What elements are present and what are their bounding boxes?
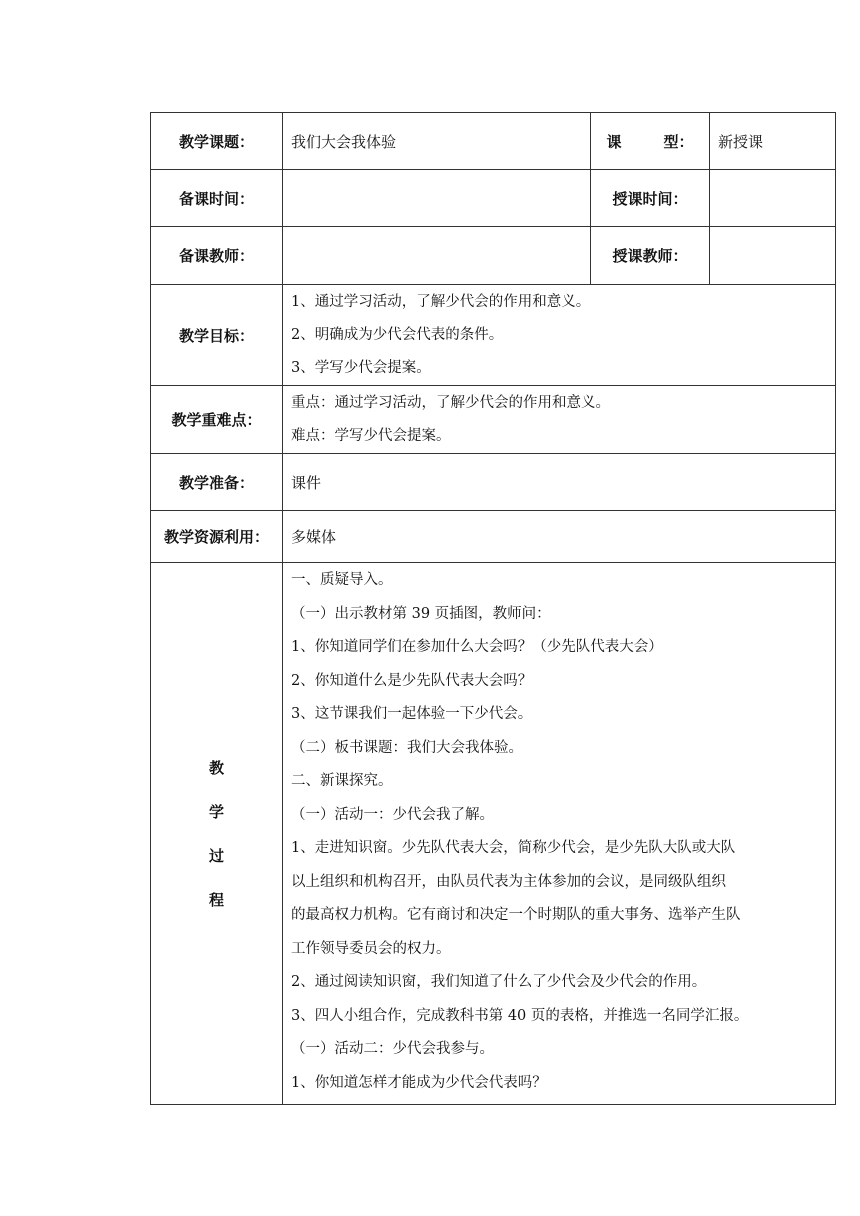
key-point-item: 重点：通过学习活动，了解少代会的作用和意义。 (291, 394, 610, 411)
prep-time-value (283, 170, 591, 227)
teach-time-label: 授课时间： (591, 170, 710, 227)
row-key-points (151, 386, 836, 454)
process-line: 的最高权力机构。它有商讨和决定一个时期队的重大事务、选举产生队 (291, 907, 741, 923)
preparation-value: 课件 (283, 454, 836, 511)
process-line: （一）出示教材第 39 页插图，教师问： (291, 605, 551, 622)
process-line: （二）板书课题：我们大会我体验。 (291, 739, 523, 756)
key-points-label: 教学重难点： (151, 386, 283, 454)
process-label-char: 程 (208, 890, 224, 909)
process-line: 3、这节课我们一起体验一下少代会。 (291, 706, 533, 722)
process-line: 1、走进知识窗。少先队代表大会，简称少代会，是少先队大队或大队 (291, 840, 736, 856)
lesson-type-label-a: 课 (606, 132, 622, 151)
process-line: 1、你知道怎样才能成为少代会代表吗？ (291, 1074, 547, 1091)
resources-value: 多媒体 (283, 511, 836, 563)
process-line: 二、新课探究。 (291, 773, 393, 789)
process-label-char: 教 (208, 758, 224, 777)
process-line: 以上组织和机构召开，由队员代表为主体参加的会议，是同级队组织 (291, 873, 726, 890)
process-line: （一）活动二：少代会我参与。 (291, 1041, 494, 1057)
process-line: 一、质疑导入。 (291, 572, 393, 588)
objective-item: 1、通过学习活动，了解少代会的作用和意义。 (291, 293, 591, 310)
objective-item: 2、明确成为少代会代表的条件。 (291, 326, 504, 343)
resources-label: 教学资源利用： (151, 511, 283, 563)
key-point-item: 难点：学写少代会提案。 (291, 427, 451, 444)
process-line: （一）活动一：少代会我了解。 (291, 806, 494, 823)
process-content (283, 563, 836, 1105)
key-points-list (283, 386, 836, 454)
row-teachers (151, 227, 836, 285)
teaching-teacher-label: 授课教师： (591, 227, 710, 285)
process-label-char: 学 (208, 802, 224, 821)
process-label-char: 过 (208, 846, 224, 865)
row-objectives (151, 285, 836, 386)
topic-value: 我们大会我体验 (283, 113, 591, 170)
process-line: 工作领导委员会的权力。 (291, 940, 451, 957)
preparation-label: 教学准备： (151, 454, 283, 511)
lesson-type-label-b: 型： (663, 132, 694, 151)
process-line: 3、四人小组合作，完成教科书第 40 页的表格，并推选一名同学汇报。 (291, 1007, 749, 1024)
process-line: 2、通过阅读知识窗，我们知道了什么了少代会及少代会的作用。 (291, 974, 707, 990)
process-line: 1、你知道同学们在参加什么大会吗？（少先队代表大会） (291, 639, 663, 655)
row-preparation (151, 454, 836, 511)
objectives-label: 教学目标： (151, 285, 283, 386)
prep-time-label: 备课时间： (151, 170, 283, 227)
objectives-list (283, 285, 836, 386)
teaching-teacher-value (710, 227, 836, 285)
topic-label: 教学课题： (151, 113, 283, 170)
row-resources (151, 511, 836, 563)
process-label (151, 563, 283, 1105)
row-topic (151, 113, 836, 170)
row-prep-time (151, 170, 836, 227)
prep-teacher-value (283, 227, 591, 285)
teach-time-value (710, 170, 836, 227)
objective-item: 3、学写少代会提案。 (291, 359, 431, 376)
prep-teacher-label: 备课教师： (151, 227, 283, 285)
process-line: 2、你知道什么是少先队代表大会吗？ (291, 672, 533, 689)
lesson-plan-table (150, 112, 836, 1105)
lesson-type-label (591, 113, 710, 170)
row-process (151, 563, 836, 1105)
lesson-type-value: 新授课 (710, 113, 836, 170)
